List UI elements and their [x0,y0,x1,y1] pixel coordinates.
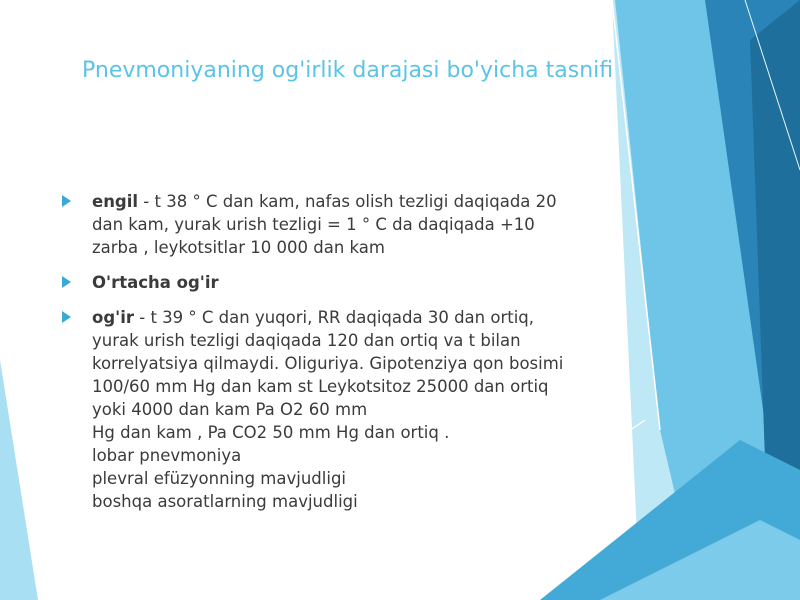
slide-title: Pnevmoniyaning og'irlik darajasi bo'yicha tasnifi [82,58,614,83]
bullet-item [62,190,602,259]
bullet-arrow-icon [62,195,71,207]
bullet-term: og'ir [92,308,134,327]
bullet-arrow-icon [62,311,71,323]
bullet-list [62,190,602,525]
bullet-item [62,306,602,513]
bullet-first-line [92,271,602,294]
bullet-term: O'rtacha og'ir [92,273,219,292]
bullet-text-line: zarba , leykotsitlar 10 000 dan kam [92,238,385,257]
bullet-text-line: plevral efüzyonning mavjudligi [92,469,347,488]
bullet-text-line: 100/60 mm Hg dan kam st Leykotsitoz 25000 dan ortiq [92,377,549,396]
bullet-text-line: boshqa asoratlarning mavjudligi [92,492,358,511]
bullet-text-line: lobar pnevmoniya [92,446,242,465]
bullet-text-line: dan kam, yurak urish tezligi = 1 ° C da daqiqada +10 [92,215,535,234]
bullet-term: engil [92,192,139,211]
bullet-text: - t 39 ° C dan yuqori, RR daqiqada 30 dan ortiq, [134,308,535,327]
bullet-text-line: yoki 4000 dan kam Pa O2 60 mm [92,400,368,419]
bullet-first-line [92,306,602,329]
bullet-text-line: korrelyatsiya qilmaydi. Oliguriya. Gipotenziya qon bosimi [92,354,564,373]
bullet-text: - t 38 ° C dan kam, nafas olish tezligi daqiqada 20 [138,192,557,211]
bullet-text-line: yurak urish tezligi daqiqada 120 dan ortiq va t bilan [92,331,521,350]
bullet-item [62,271,602,294]
bullet-text-line: Hg dan kam , Pa CO2 50 mm Hg dan ortiq . [92,423,450,442]
bullet-arrow-icon [62,276,71,288]
bullet-first-line [92,190,602,213]
left-accent-shape [0,360,38,600]
